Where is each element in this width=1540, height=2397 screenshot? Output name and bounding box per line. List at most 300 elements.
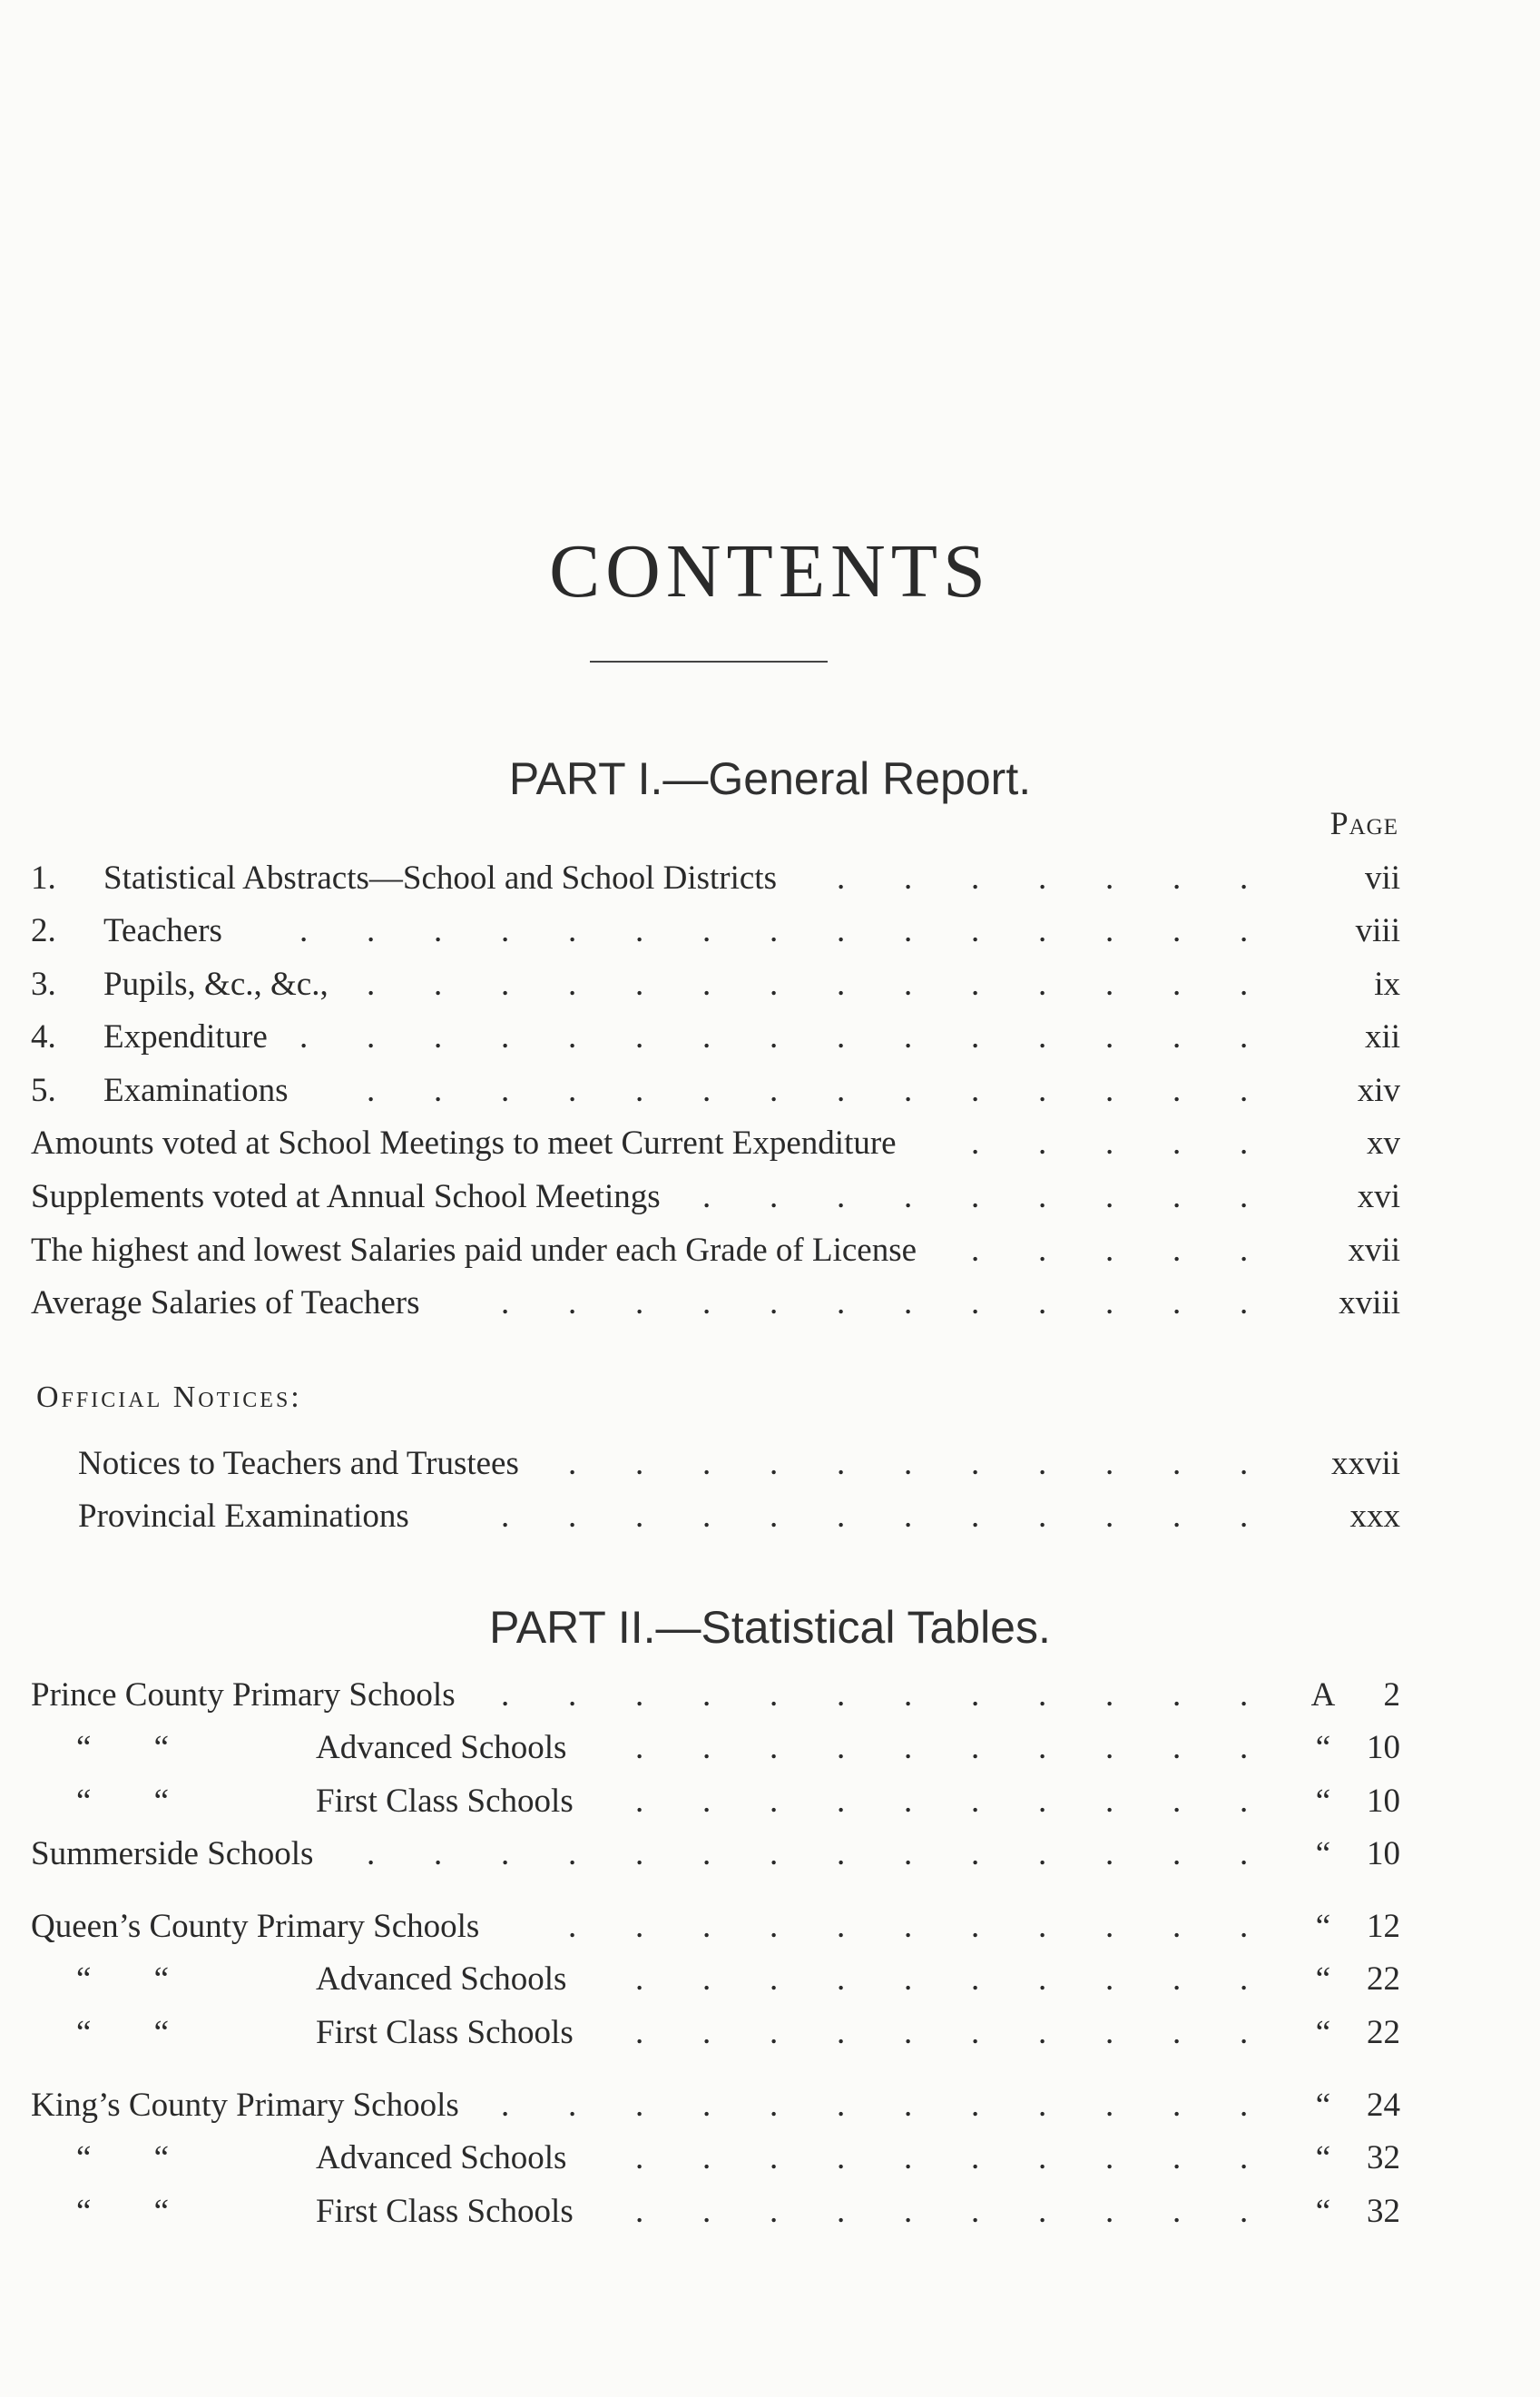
leader-dot: . [702, 2193, 711, 2230]
leader-dot: . [1172, 2087, 1182, 2124]
leader-dot: . [1240, 1676, 1249, 1714]
leader-dot: . [635, 1676, 644, 1714]
leader-dot: . [904, 1835, 913, 1872]
leader-dot: . [770, 966, 779, 1003]
leader-dot: . [1105, 2014, 1114, 2051]
leader-dot: . [702, 1729, 711, 1766]
leader-dot: . [1105, 2139, 1114, 2176]
table-entry [31, 1776, 1400, 1827]
leader-dot: . [1172, 1498, 1182, 1535]
leader-dot: . [1240, 2139, 1249, 2176]
leader-dot: . [702, 1445, 711, 1482]
leader-dot: . [770, 2087, 779, 2124]
leader-dot: . [1105, 912, 1114, 949]
leader-dot: . [1240, 1072, 1249, 1109]
table-entry [31, 2080, 1400, 2131]
official-notices-label: Official Notices: [36, 1380, 302, 1414]
leader-dot: . [1172, 1445, 1182, 1482]
entry-page: 10 [1367, 1729, 1400, 1766]
leader-dot: . [367, 912, 376, 949]
toc-entry [31, 853, 1400, 904]
entry-page: 10 [1367, 1835, 1400, 1872]
part1-heading: PART I.—General Report. [508, 753, 1032, 804]
leader-dot: . [837, 2139, 846, 2176]
leader-dot: . [1105, 1178, 1114, 1215]
entry-title: Average Salaries of Teachers [31, 1284, 420, 1321]
leader-dot: . [770, 1178, 779, 1215]
leader-dot: . [434, 1835, 443, 1872]
leader-dot: . [971, 2087, 980, 2124]
leader-dot: . [770, 1960, 779, 1998]
leader-dot: . [837, 2193, 846, 2230]
leader-dot: . [837, 1729, 846, 1766]
entry-page: ix [1374, 966, 1400, 1003]
leader-dot: . [501, 1072, 510, 1109]
leader-dot: . [568, 1072, 577, 1109]
leader-dot: . [1105, 1729, 1114, 1766]
page-title: CONTENTS [549, 529, 991, 614]
entry-page: xv [1367, 1125, 1400, 1162]
leader-dot: . [1172, 1729, 1182, 1766]
leader-dot: . [837, 1783, 846, 1820]
leader-dot: . [1038, 1908, 1047, 1945]
toc-entry [31, 1172, 1400, 1223]
leader-dot: . [1038, 860, 1047, 897]
leader-dot: . [635, 1498, 644, 1535]
entry-page: xvii [1348, 1232, 1400, 1269]
leader-dot: . [770, 1908, 779, 1945]
table-prefix: “ [1315, 1783, 1331, 1820]
leader-dot: . [770, 1072, 779, 1109]
leader-dot: . [837, 2087, 846, 2124]
leader-dot: . [837, 1676, 846, 1714]
leader-dot: . [1240, 1498, 1249, 1535]
leader-dot: . [1240, 1125, 1249, 1162]
leader-dot: . [770, 1729, 779, 1766]
leader-dot: . [1240, 2193, 1249, 2230]
leader-dot: . [1105, 860, 1114, 897]
leader-dot: . [971, 1960, 980, 1998]
leader-dot: . [904, 1072, 913, 1109]
entry-page: vii [1364, 860, 1400, 897]
leader-dot: . [1240, 1232, 1249, 1269]
leader-dot: . [501, 2087, 510, 2124]
leader-dot: . [837, 1072, 846, 1109]
entry-title: King’s County Primary Schools [31, 2087, 459, 2124]
table-entry [31, 1829, 1400, 1880]
table-prefix: A [1310, 1676, 1336, 1714]
entry-page: 22 [1367, 1960, 1400, 1998]
leader-dot: . [702, 1284, 711, 1321]
table-prefix: “ [1315, 2139, 1331, 2176]
leader-dot: . [971, 1232, 980, 1269]
leader-dot: . [904, 1498, 913, 1535]
toc-entry [31, 1012, 1400, 1063]
leader-dot: . [1105, 1284, 1114, 1321]
leader-dot: . [1240, 1178, 1249, 1215]
leader-dot: . [635, 1960, 644, 1998]
leader-dot: . [1038, 2014, 1047, 2051]
ditto-marks: “ “ [76, 1783, 170, 1820]
leader-dot: . [1240, 2014, 1249, 2051]
leader-dot: . [501, 1835, 510, 1872]
entry-title: Advanced Schools [316, 1729, 567, 1766]
leader-dot: . [702, 1835, 711, 1872]
leader-dot: . [971, 1072, 980, 1109]
leader-dot: . [1038, 1018, 1047, 1056]
notice-entry [31, 1439, 1400, 1489]
leader-dot: . [1038, 912, 1047, 949]
entry-title: Examinations [103, 1072, 289, 1109]
leader-dot: . [1172, 1072, 1182, 1109]
leader-dot: . [1240, 1018, 1249, 1056]
entry-number: 3. [31, 966, 56, 1003]
table-entry [31, 1901, 1400, 1952]
leader-dot: . [1172, 1783, 1182, 1820]
toc-entry [31, 1118, 1400, 1169]
leader-dot: . [770, 1676, 779, 1714]
leader-dot: . [904, 2087, 913, 2124]
leader-dot: . [770, 1783, 779, 1820]
leader-dot: . [770, 2014, 779, 2051]
leader-dot: . [904, 1676, 913, 1714]
leader-dot: . [702, 966, 711, 1003]
entry-number: 4. [31, 1018, 56, 1056]
leader-dot: . [1038, 1072, 1047, 1109]
leader-dot: . [1038, 2139, 1047, 2176]
leader-dot: . [770, 2139, 779, 2176]
leader-dot: . [702, 2014, 711, 2051]
leader-dot: . [904, 1445, 913, 1482]
leader-dot: . [1105, 1125, 1114, 1162]
entry-title: Summerside Schools [31, 1835, 314, 1872]
leader-dot: . [635, 2087, 644, 2124]
entry-number: 2. [31, 912, 56, 949]
leader-dot: . [1172, 1284, 1182, 1321]
leader-dot: . [904, 1178, 913, 1215]
leader-dot: . [501, 966, 510, 1003]
leader-dot: . [1038, 1676, 1047, 1714]
leader-dot: . [635, 2014, 644, 2051]
entry-number: 1. [31, 860, 56, 897]
leader-dot: . [434, 1018, 443, 1056]
leader-dot: . [702, 1178, 711, 1215]
leader-dot: . [702, 1783, 711, 1820]
ditto-marks: “ “ [76, 1960, 170, 1998]
leader-dot: . [702, 1908, 711, 1945]
leader-dot: . [1038, 1835, 1047, 1872]
leader-dot: . [971, 1908, 980, 1945]
table-prefix: “ [1315, 2087, 1331, 2124]
table-entry [31, 1670, 1400, 1721]
leader-dot: . [1105, 1018, 1114, 1056]
table-entry [31, 2008, 1400, 2058]
leader-dot: . [635, 1908, 644, 1945]
entry-page: 2 [1383, 1676, 1400, 1714]
table-prefix: “ [1315, 1835, 1331, 1872]
leader-dot: . [1240, 1960, 1249, 1998]
leader-dot: . [568, 912, 577, 949]
leader-dot: . [837, 1498, 846, 1535]
title-rule [590, 661, 828, 663]
leader-dot: . [1172, 966, 1182, 1003]
leader-dot: . [904, 2014, 913, 2051]
leader-dot: . [635, 912, 644, 949]
entry-page: xviii [1339, 1284, 1400, 1321]
leader-dot: . [971, 2014, 980, 2051]
leader-dot: . [568, 1835, 577, 1872]
entry-page: 24 [1367, 2087, 1400, 2124]
toc-entry [31, 1225, 1400, 1276]
leader-dot: . [1038, 1783, 1047, 1820]
leader-dot: . [1240, 1729, 1249, 1766]
leader-dot: . [1172, 1960, 1182, 1998]
leader-dot: . [770, 1835, 779, 1872]
leader-dot: . [971, 1498, 980, 1535]
leader-dot: . [1172, 2139, 1182, 2176]
leader-dot: . [1038, 1960, 1047, 1998]
leader-dot: . [837, 1178, 846, 1215]
leader-dot: . [904, 860, 913, 897]
leader-dot: . [702, 2087, 711, 2124]
leader-dot: . [702, 1498, 711, 1535]
leader-dot: . [837, 1284, 846, 1321]
leader-dot: . [971, 1178, 980, 1215]
leader-dot: . [1172, 1232, 1182, 1269]
entry-title: First Class Schools [316, 2193, 574, 2230]
toc-entry [31, 906, 1400, 957]
leader-dot: . [1038, 1445, 1047, 1482]
leader-dot: . [635, 1729, 644, 1766]
leader-dot: . [1240, 1908, 1249, 1945]
entry-page: 12 [1367, 1908, 1400, 1945]
leader-dot: . [971, 2139, 980, 2176]
leader-dot: . [904, 2193, 913, 2230]
notice-title: Provincial Examinations [78, 1498, 409, 1535]
table-entry [31, 1954, 1400, 2005]
part2-heading: PART II.—Statistical Tables. [489, 1602, 1051, 1653]
entry-title: Pupils, &c., &c., [103, 966, 329, 1003]
leader-dot: . [702, 1018, 711, 1056]
leader-dot: . [367, 1018, 376, 1056]
leader-dot: . [837, 1445, 846, 1482]
leader-dot: . [635, 966, 644, 1003]
entry-page: 10 [1367, 1783, 1400, 1820]
leader-dot: . [1038, 1284, 1047, 1321]
leader-dot: . [904, 2139, 913, 2176]
entry-title: The highest and lowest Salaries paid under each Grade of License [31, 1232, 917, 1269]
leader-dot: . [1240, 1284, 1249, 1321]
table-prefix: “ [1315, 2193, 1331, 2230]
leader-dot: . [837, 860, 846, 897]
toc-entry [31, 1066, 1400, 1116]
leader-dot: . [971, 1729, 980, 1766]
leader-dot: . [1038, 1498, 1047, 1535]
leader-dot: . [635, 1284, 644, 1321]
leader-dot: . [568, 2087, 577, 2124]
toc-entry [31, 959, 1400, 1010]
leader-dot: . [1105, 1498, 1114, 1535]
entry-title: First Class Schools [316, 1783, 574, 1820]
leader-dot: . [702, 1676, 711, 1714]
leader-dot: . [501, 912, 510, 949]
page-column-label: Page [1329, 805, 1398, 841]
leader-dot: . [299, 912, 309, 949]
leader-dot: . [1105, 1960, 1114, 1998]
leader-dot: . [1038, 1232, 1047, 1269]
leader-dot: . [1038, 1178, 1047, 1215]
ditto-marks: “ “ [76, 1729, 170, 1766]
entry-title: Amounts voted at School Meetings to meet Current Expenditure [31, 1125, 897, 1162]
leader-dot: . [1172, 1178, 1182, 1215]
leader-dot: . [1172, 1676, 1182, 1714]
ditto-marks: “ “ [76, 2139, 170, 2176]
leader-dot: . [904, 1960, 913, 1998]
leader-dot: . [434, 912, 443, 949]
leader-dot: . [635, 1835, 644, 1872]
leader-dot: . [501, 1676, 510, 1714]
leader-dot: . [635, 1018, 644, 1056]
entry-title: First Class Schools [316, 2014, 574, 2051]
leader-dot: . [904, 1284, 913, 1321]
leader-dot: . [1172, 912, 1182, 949]
leader-dot: . [1172, 1125, 1182, 1162]
leader-dot: . [1105, 1445, 1114, 1482]
table-entry [31, 1723, 1400, 1773]
entry-title: Queen’s County Primary Schools [31, 1908, 480, 1945]
leader-dot: . [635, 2139, 644, 2176]
leader-dot: . [971, 1018, 980, 1056]
leader-dot: . [837, 1908, 846, 1945]
leader-dot: . [837, 912, 846, 949]
leader-dot: . [770, 1445, 779, 1482]
leader-dot: . [971, 1284, 980, 1321]
leader-dot: . [635, 1783, 644, 1820]
leader-dot: . [367, 1835, 376, 1872]
entry-title: Expenditure [103, 1018, 268, 1056]
leader-dot: . [971, 1125, 980, 1162]
leader-dot: . [1038, 1729, 1047, 1766]
leader-dot: . [568, 1908, 577, 1945]
leader-dot: . [568, 1018, 577, 1056]
leader-dot: . [1105, 966, 1114, 1003]
entry-page: 32 [1367, 2193, 1400, 2230]
leader-dot: . [1105, 2087, 1114, 2124]
leader-dot: . [971, 1835, 980, 1872]
leader-dot: . [367, 1072, 376, 1109]
entry-title: Advanced Schools [316, 2139, 567, 2176]
leader-dot: . [501, 1498, 510, 1535]
leader-dot: . [1172, 1018, 1182, 1056]
notice-title: Notices to Teachers and Trustees [78, 1445, 519, 1482]
leader-dot: . [904, 1018, 913, 1056]
leader-dot: . [971, 1445, 980, 1482]
leader-dot: . [1038, 2087, 1047, 2124]
leader-dot: . [568, 1676, 577, 1714]
leader-dot: . [568, 966, 577, 1003]
entry-page: xvi [1357, 1178, 1400, 1215]
leader-dot: . [1105, 2193, 1114, 2230]
leader-dot: . [635, 2193, 644, 2230]
leader-dot: . [904, 1783, 913, 1820]
leader-dot: . [971, 2193, 980, 2230]
leader-dot: . [971, 1783, 980, 1820]
leader-dot: . [1240, 912, 1249, 949]
ditto-marks: “ “ [76, 2014, 170, 2051]
entry-title: Statistical Abstracts—School and School Districts [103, 860, 777, 897]
table-entry [31, 2133, 1400, 2184]
leader-dot: . [1240, 1835, 1249, 1872]
leader-dot: . [1172, 860, 1182, 897]
leader-dot: . [1038, 2193, 1047, 2230]
table-entry [31, 2186, 1400, 2237]
leader-dot: . [702, 1072, 711, 1109]
leader-dot: . [1172, 2193, 1182, 2230]
leader-dot: . [837, 966, 846, 1003]
entry-title: Teachers [103, 912, 222, 949]
leader-dot: . [299, 1018, 309, 1056]
notice-page: xxvii [1330, 1445, 1400, 1482]
table-prefix: “ [1315, 1908, 1331, 1945]
leader-dot: . [434, 1072, 443, 1109]
leader-dot: . [770, 2193, 779, 2230]
leader-dot: . [1172, 1908, 1182, 1945]
entry-title: Prince County Primary Schools [31, 1676, 456, 1714]
leader-dot: . [837, 1835, 846, 1872]
leader-dot: . [1172, 2014, 1182, 2051]
leader-dot: . [904, 966, 913, 1003]
ditto-marks: “ “ [76, 2193, 170, 2230]
leader-dot: . [702, 912, 711, 949]
leader-dot: . [1240, 1783, 1249, 1820]
leader-dot: . [904, 912, 913, 949]
leader-dot: . [1240, 1445, 1249, 1482]
leader-dot: . [635, 1445, 644, 1482]
leader-dot: . [1105, 1676, 1114, 1714]
entry-page: viii [1355, 912, 1400, 949]
leader-dot: . [971, 912, 980, 949]
entry-page: 22 [1367, 2014, 1400, 2051]
table-prefix: “ [1315, 1960, 1331, 1998]
leader-dot: . [1240, 2087, 1249, 2124]
notice-entry [31, 1491, 1400, 1542]
leader-dot: . [770, 1284, 779, 1321]
leader-dot: . [1105, 1232, 1114, 1269]
leader-dot: . [770, 1018, 779, 1056]
toc-entry [31, 1278, 1400, 1329]
leader-dot: . [367, 966, 376, 1003]
leader-dot: . [702, 1960, 711, 1998]
leader-dot: . [837, 1018, 846, 1056]
table-prefix: “ [1315, 1729, 1331, 1766]
entry-title: Advanced Schools [316, 1960, 567, 1998]
leader-dot: . [434, 966, 443, 1003]
leader-dot: . [904, 1729, 913, 1766]
entry-number: 5. [31, 1072, 56, 1109]
leader-dot: . [1105, 1072, 1114, 1109]
leader-dot: . [702, 2139, 711, 2176]
leader-dot: . [635, 1072, 644, 1109]
leader-dot: . [1105, 1783, 1114, 1820]
leader-dot: . [837, 2014, 846, 2051]
leader-dot: . [837, 1960, 846, 1998]
leader-dot: . [770, 1498, 779, 1535]
leader-dot: . [1240, 860, 1249, 897]
notice-page: xxx [1349, 1498, 1400, 1535]
leader-dot: . [904, 1908, 913, 1945]
entry-title: Supplements voted at Annual School Meetings [31, 1178, 661, 1215]
leader-dot: . [568, 1284, 577, 1321]
